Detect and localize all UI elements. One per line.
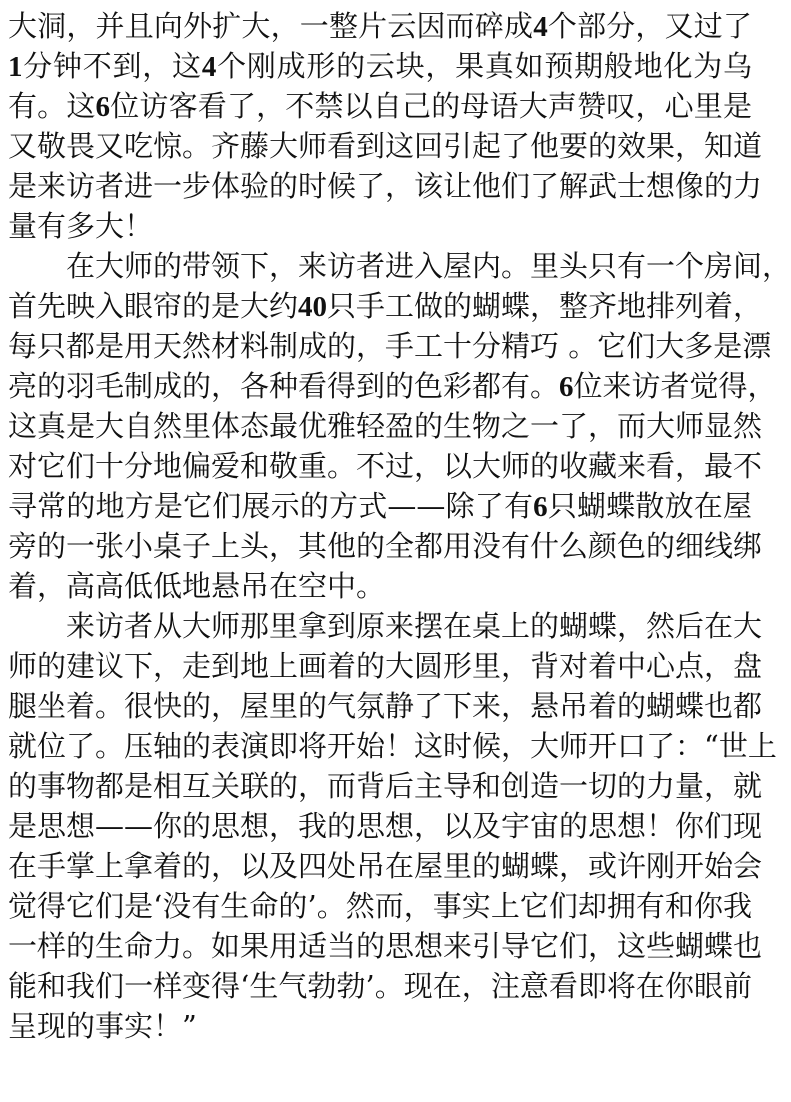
paragraph-1 (8, 6, 763, 246)
text-line: 师的建议下，走到地上画着的大圆形里，背对着中心点，盘 (8, 649, 763, 683)
paragraph-3 (8, 606, 777, 1046)
text-line: 这真是大自然里体态最优雅轻盈的生物之一了，而大师显然 (8, 409, 763, 443)
text-line: 呈现的事实！” (8, 1009, 197, 1043)
text-line: 大洞，并且向外扩大，一整片云因而碎成4个部分，又过了 (8, 9, 752, 43)
text-line: 又敬畏又吃惊。齐藤大师看到这回引起了他要的效果，知道 (8, 129, 763, 163)
text-line: 首先映入眼帘的是大约40只手工做的蝴蝶，整齐地排列着， (8, 289, 763, 323)
text-line: 是来访者进一步体验的时候了，该让他们了解武士想像的力 (8, 169, 763, 203)
text-line: 来访者从大师那里拿到原来摆在桌上的蝴蝶，然后在大 (66, 609, 763, 643)
text-line: 觉得它们是‘没有生命的’。然而，事实上它们却拥有和你我 (8, 889, 752, 923)
text-line: 量有多大！ (8, 209, 154, 243)
text-line: 腿坐着。很快的，屋里的气氛静了下来，悬吊着的蝴蝶也都 (8, 689, 763, 723)
text-line: 就位了。压轴的表演即将开始！这时候，大师开口了：“世上 (8, 729, 777, 763)
text-line: 有。这6位访客看了，不禁以自己的母语大声赞叹，心里是 (8, 89, 752, 123)
text-line: 是思想——你的思想，我的思想，以及宇宙的思想！你们现 (8, 809, 763, 843)
text-line: 1分钟不到，这4个刚成形的云块，果真如预期般地化为乌 (8, 49, 752, 83)
text-line: 的事物都是相互关联的，而背后主导和创造一切的力量，就 (8, 769, 763, 803)
text-line: 寻常的地方是它们展示的方式——除了有6只蝴蝶散放在屋 (8, 489, 752, 523)
text-line: 旁的一张小桌子上头，其他的全都用没有什么颜色的细线绑 (8, 529, 763, 563)
text-line: 在手掌上拿着的，以及四处吊在屋里的蝴蝶，或许刚开始会 (8, 849, 763, 883)
text-line: 每只都是用天然材料制成的，手工十分精巧 。它们大多是漂 (8, 329, 772, 363)
text-line: 亮的羽毛制成的，各种看得到的色彩都有。6位来访者觉得， (8, 369, 777, 403)
text-line: 在大师的带领下，来访者进入屋内。里头只有一个房间， (66, 249, 791, 283)
text-line: 对它们十分地偏爱和敬重。不过，以大师的收藏来看，最不 (8, 449, 763, 483)
text-line: 能和我们一样变得‘生气勃勃’。现在，注意看即将在你眼前 (8, 969, 752, 1003)
text-line: 一样的生命力。如果用适当的思想来引导它们，这些蝴蝶也 (8, 929, 763, 963)
text-line: 着，高高低低地悬吊在空中。 (8, 569, 386, 603)
paragraph-2 (8, 246, 791, 606)
